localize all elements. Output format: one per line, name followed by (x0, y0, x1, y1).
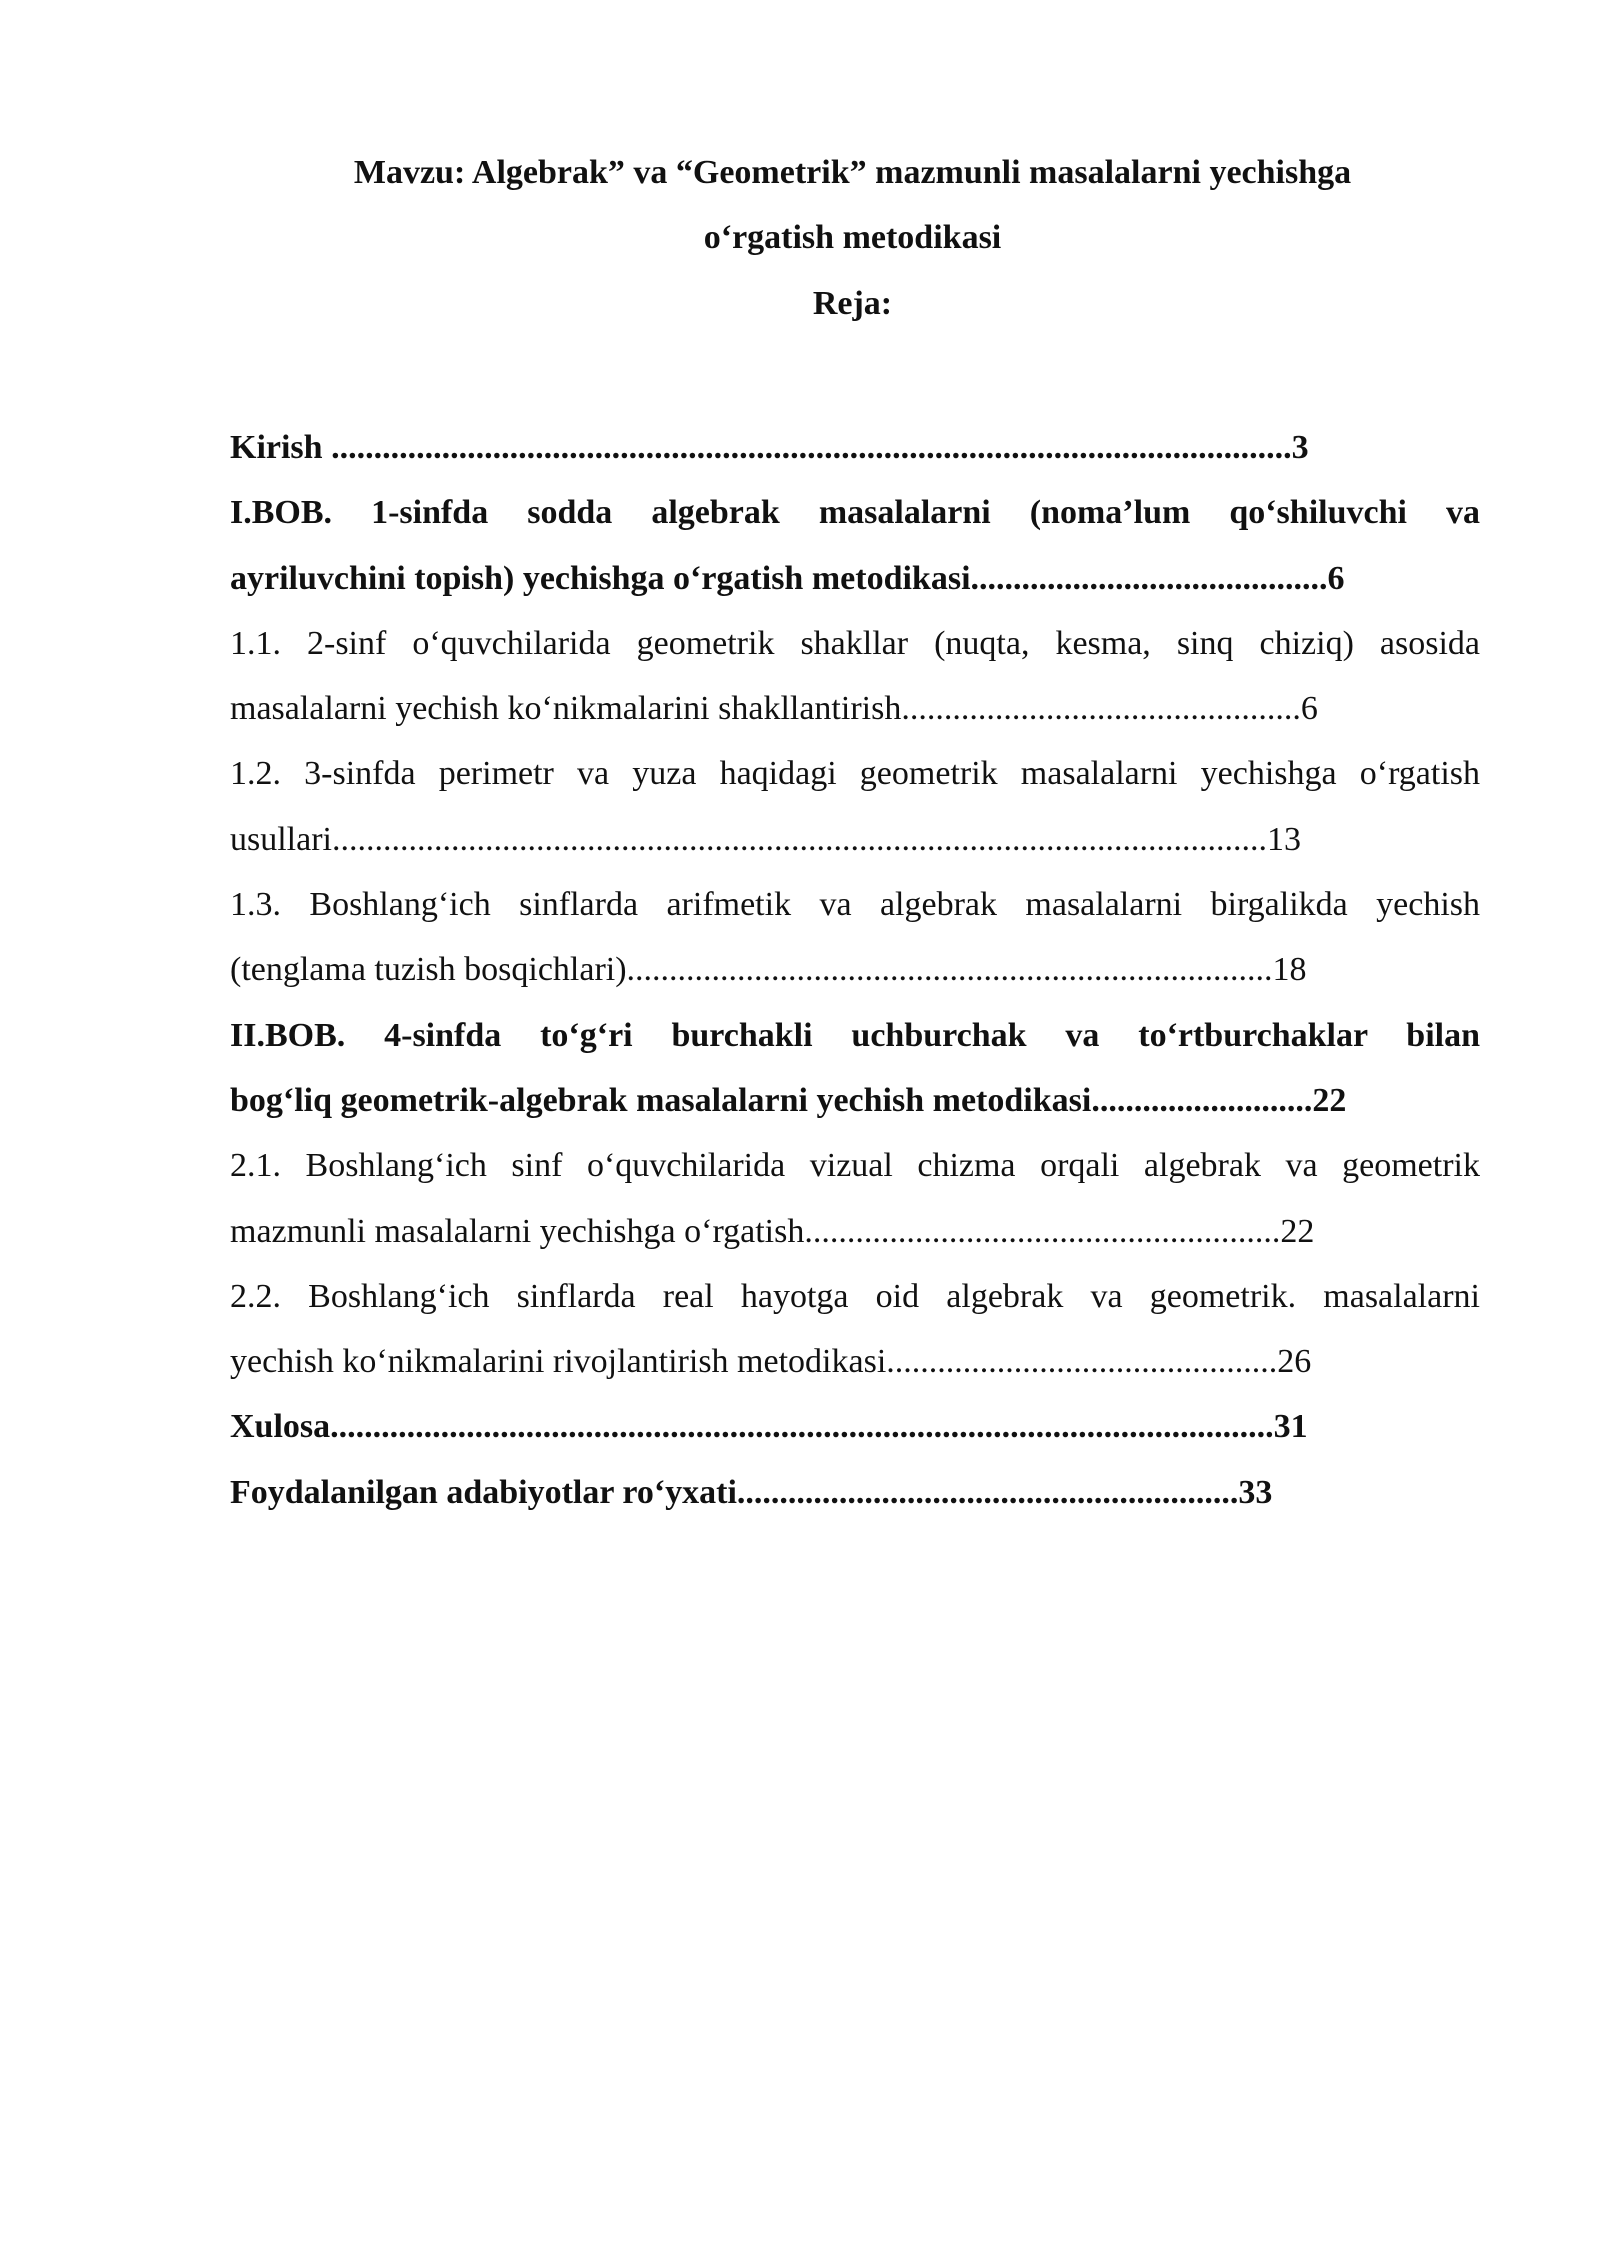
toc-entry-line: Kirish .................................................................................................................3 (230, 429, 1309, 466)
toc-entry-line: mazmunli masalalarni yechishga o‘rgatish........................................................22 (230, 1212, 1315, 1250)
plan-heading: Reja: (812, 285, 893, 322)
toc-entry (230, 1264, 1480, 1395)
toc-entry (230, 1003, 1480, 1134)
toc-entry-line: 2.1. Boshlang‘ich sinf o‘quvchilarida vizual chizma orqali algebrak va geometrik (230, 1147, 1480, 1185)
toc-entry (230, 415, 1480, 480)
toc-entry (230, 1460, 1480, 1525)
document-title-line-2: o‘rgatish metodikasi (703, 219, 1002, 256)
toc-entry-line: 2.2. Boshlang‘ich sinflarda real hayotga oid algebrak va geometrik. masalalarni (230, 1277, 1480, 1315)
toc-entry-line: I.BOB. 1-sinfda sodda algebrak masalalarni (noma’lum qo‘shiluvchi va (230, 494, 1480, 532)
toc-entry-line: bog‘liq geometrik-algebrak masalalarni yechish metodikasi..........................22 (230, 1081, 1347, 1119)
table-of-contents (230, 415, 1480, 1525)
document-title-line-1: Mavzu: Algebrak” va “Geometrik” mazmunli masalalarni yechishga (353, 154, 1352, 191)
toc-entry (230, 1133, 1480, 1264)
toc-entry-line: Foydalanilgan adabiyotlar ro‘yxati...........................................................33 (230, 1473, 1273, 1511)
toc-entry (230, 480, 1480, 611)
toc-entry (230, 1394, 1480, 1459)
toc-entry (230, 741, 1480, 872)
toc-entry (230, 611, 1480, 742)
toc-entry-line: (tenglama tuzish bosqichlari)............................................................................18 (230, 951, 1307, 989)
toc-entry-line: 1.3. Boshlang‘ich sinflarda arifmetik va algebrak masalalarni birgalikda yechish (230, 886, 1480, 924)
toc-entry-line: ayriluvchini topish) yechishga o‘rgatish metodikasi..........................................6 (230, 559, 1345, 597)
toc-entry-line: 1.2. 3-sinfda perimetr va yuza haqidagi geometrik masalalarni yechishga o‘rgatish (230, 755, 1480, 793)
toc-entry-line: Xulosa...............................................................................................................31 (230, 1408, 1308, 1446)
toc-entry-line: 1.1. 2-sinf o‘quvchilarida geometrik shakllar (nuqta, kesma, sinq chiziq) asosida (230, 624, 1480, 662)
toc-entry-line: usullari..............................................................................................................13 (230, 820, 1301, 858)
toc-entry-line: II.BOB. 4-sinfda to‘g‘ri burchakli uchburchak va to‘rtburchaklar bilan (230, 1016, 1480, 1054)
toc-entry-line: yechish ko‘nikmalarini rivojlantirish metodikasi..............................................26 (230, 1343, 1312, 1381)
toc-entry (230, 872, 1480, 1003)
toc-entry-line: masalalarni yechish ko‘nikmalarini shakllantirish...............................................6 (230, 690, 1318, 728)
